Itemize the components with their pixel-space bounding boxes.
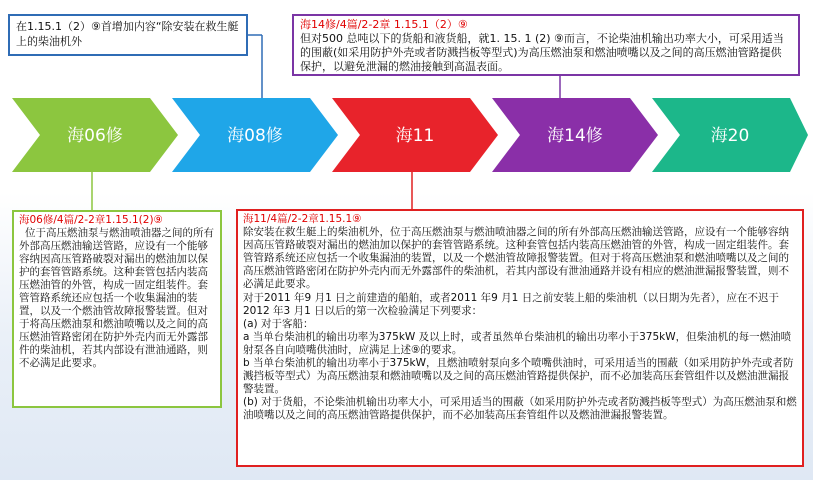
amendment-08-text: 在1.15.1（2）⑨首增加内容“除安装在救生艇上的柴油机外 (16, 20, 239, 48)
amendment-14-text: 但对500 总吨以下的货船和液货船，就1. 15. 1 (2) ⑨而言，不论柴油机输出功率大小，可采用适当的围蔽(如采用防护外壳或者防溅挡板等型式)为高压燃油泵和燃油喷嘴以及之间的高压燃油管路提供保护，以避免泄漏的燃油接触到高温表面。 (300, 32, 784, 73)
amendment-11-para-1: 除安装在救生艇上的柴油机外，位于高压燃油泵与燃油喷油器之间的所有外部高压燃油输送管路，应设有一个能够容纳因高压管路破裂对漏出的燃油加以保护的套管管路系统。这种套管包括内装高压燃油管的外管，构成一固定组装件。套管管路系统还应包括一个收集漏油的装置，以及一个燃油管故障报警装置。但对于将高压燃油泵和燃油喷嘴以及之间的高压燃油管路密闭在防护外壳内而无外露部件的柴油机，若其内部设有泄油通路并设有相应的燃油泄漏报警装置，则不必满足此要求。 (243, 226, 789, 291)
amendment-11-box (236, 209, 804, 467)
amendment-06-tag: 海06修/4篇/2-2章1.15.1(2)⑨ (19, 214, 163, 226)
amendment-11-para-2: 对于2011 年9 月1 日之前建造的船舶，或者2011 年9 月1 日之前安装上船的柴油机（以日期为先者），应在不迟于2012 年3 月1 日以后的第一次检验满足下列要求： (243, 291, 779, 317)
chevron-08-label: 海08修 (227, 126, 283, 146)
amendment-14-tag: 海14修/4篇/2-2章 1.15.1（2）⑨ (300, 18, 468, 31)
amendment-11-para-6: (b) 对于货船，不论柴油机输出功率大小，可采用适当的围蔽（如采用防护外壳或者防溅挡板等型式）为高压燃油泵和燃油喷嘴以及之间的高压燃油管路提供保护，而不必加装高压套管组件以及燃油泄漏报警装置。 (243, 396, 797, 422)
amendment-14-box (292, 14, 800, 76)
amendment-11-para-3: (a) 对于客船： (243, 317, 314, 330)
amendment-08-box (8, 14, 248, 56)
amendment-11-para-4: a 当单台柴油机的输出功率为375kW 及以上时，或者虽然单台柴油机的输出功率小于375kW，但柴油机的每一燃油喷射泵各自向喷嘴供油时，应满足上述⑨的要求。 (243, 330, 792, 356)
chevron-20-label: 海20 (710, 126, 750, 146)
amendment-06-text: 位于高压燃油泵与燃油喷油器之间的所有外部高压燃油输送管路，应设有一个能够容纳因高压管路破裂对漏出的燃油加以保护的套管管路系统。这种套管包括内装高压燃油管的外管，构成一固定组装件。套管管路系统还应包括一个收集漏油的装置，以及一个燃油管故障报警装置。但对于将高压燃油泵和燃油喷嘴以及之间的高压燃油管路密闭在防护外壳内而无外露部件的柴油机，若其内部设有泄油通路，则不必满足此要求。 (19, 227, 214, 369)
chevron-11-label: 海11 (395, 126, 435, 146)
amendment-06-box (12, 210, 222, 408)
chevron-14-label: 海14修 (547, 126, 603, 146)
amendment-11-tag: 海11/4篇/2-2章1.15.1⑨ (243, 213, 362, 225)
chevron-06-label: 海06修 (67, 126, 123, 146)
amendment-11-para-5: b 当单台柴油机的输出功率小于375kW，且燃油喷射泵向多个喷嘴供油时，可采用适当的围蔽（如采用防护外壳或者防溅挡板等型式）为高压燃油泵和燃油喷嘴以及之间的高压燃油管路提供保护，而不必加装高压套管组件以及燃油泄漏报警装置。 (243, 357, 794, 396)
